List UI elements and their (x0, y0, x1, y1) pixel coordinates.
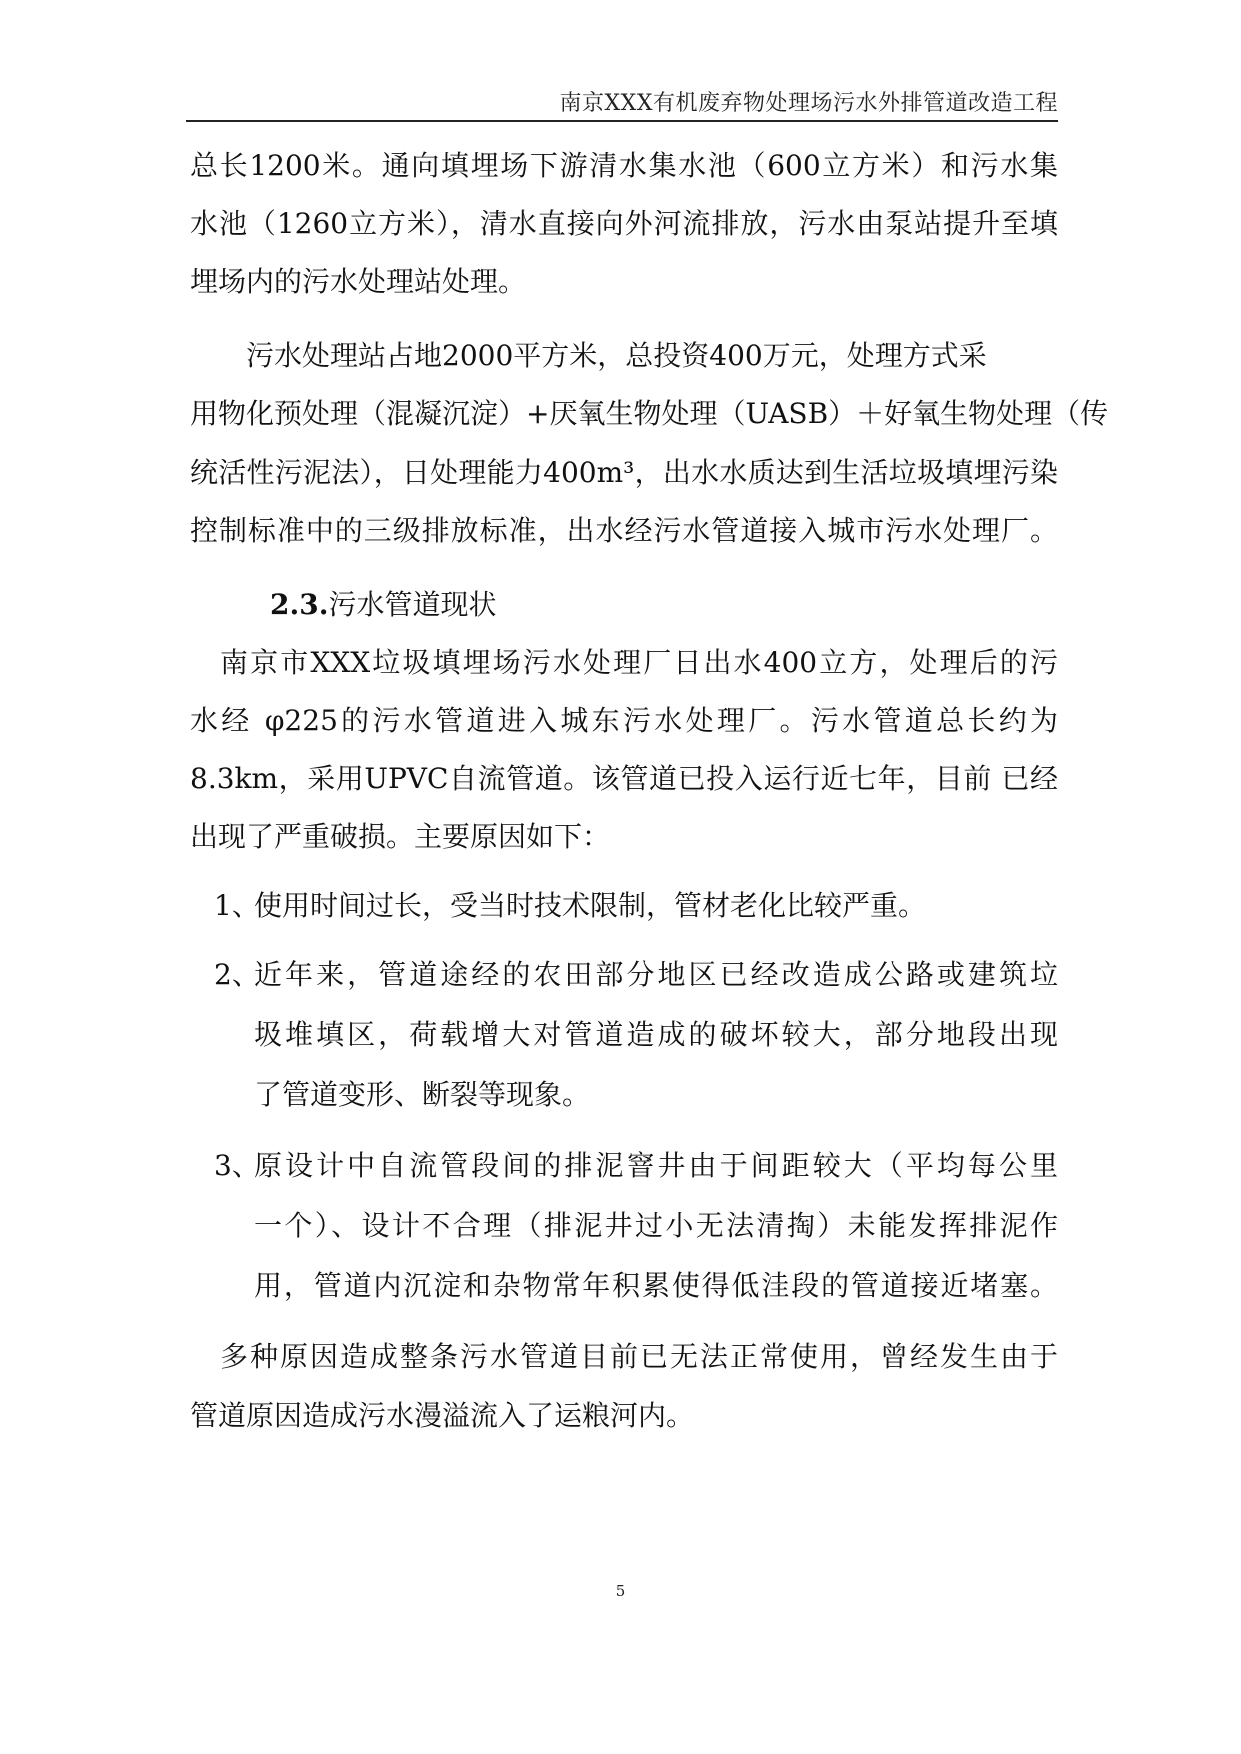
page-header (186, 80, 1058, 122)
list-item-line: 使用时间过长，受当时技术限制，管材老化比较严重。 (254, 889, 927, 922)
paragraph-line: 总长1200米。通向填埋场下游清水集水池（600立方米）和污水集 (190, 149, 1058, 182)
header-title: 南京XXX有机废弃物处理场污水外排管道改造工程 (559, 91, 1058, 116)
list-item-line: 圾堆填区，荷载增大对管道造成的破坏较大，部分地段出现 (254, 1018, 1058, 1051)
paragraph-line: 8.3km，采用UPVC自流管道。该管道已投入运行近七年，目前 已经 (190, 762, 1058, 795)
list-marker: 1、 (214, 889, 260, 922)
paragraph-line: 出现了严重破损。主要原因如下： (190, 820, 611, 853)
list-item-line: 一个）、设计不合理（排泥井过小无法清掏）未能发挥排泥作 (254, 1209, 1058, 1242)
list-item-line: 原设计中自流管段间的排泥窨井由于间距较大（平均每公里 (254, 1149, 1058, 1182)
paragraph-line: 污水处理站占地2000平方米，总投资400万元，处理方式采 (246, 339, 987, 372)
section-title: 污水管道现状 (328, 588, 497, 621)
page-number: 5 (615, 1582, 626, 1600)
paragraph-line: 南京市XXX垃圾填埋场污水处理厂日出水400立方，处理后的污 (220, 646, 1058, 679)
section-heading (270, 585, 496, 625)
paragraph-line: 控制标准中的三级排放标准，出水经污水管道接入城市污水处理厂。 (190, 514, 1058, 547)
list-marker: 2、 (214, 958, 260, 991)
list-marker: 3、 (214, 1149, 260, 1182)
paragraph-line: 用物化预处理（混凝沉淀）+厌氧生物处理（UASB）＋好氧生物处理（传 (190, 397, 1109, 430)
paragraph-line: 统活性污泥法），日处理能力400m³，出水水质达到生活垃圾填埋污染 (190, 456, 1058, 489)
list-item-line: 用，管道内沉淀和杂物常年积累使得低洼段的管道接近堵塞。 (254, 1269, 1058, 1302)
paragraph-line: 管道原因造成污水漫溢流入了运粮河内。 (190, 1399, 695, 1432)
list-item-line: 了管道变形、断裂等现象。 (254, 1078, 591, 1111)
paragraph-line: 水池（1260立方米），清水直接向外河流排放，污水由泵站提升至填 (190, 207, 1058, 240)
list-item-line: 近年来，管道途经的农田部分地区已经改造成公路或建筑垃 (254, 958, 1058, 991)
section-number: 2.3. (270, 588, 329, 621)
paragraph-line: 水经 φ225的污水管道进入城东污水处理厂。污水管道总长约为 (190, 704, 1058, 737)
paragraph-line: 埋场内的污水处理站处理。 (190, 265, 527, 298)
paragraph-line: 多种原因造成整条污水管道目前已无法正常使用，曾经发生由于 (220, 1340, 1058, 1373)
